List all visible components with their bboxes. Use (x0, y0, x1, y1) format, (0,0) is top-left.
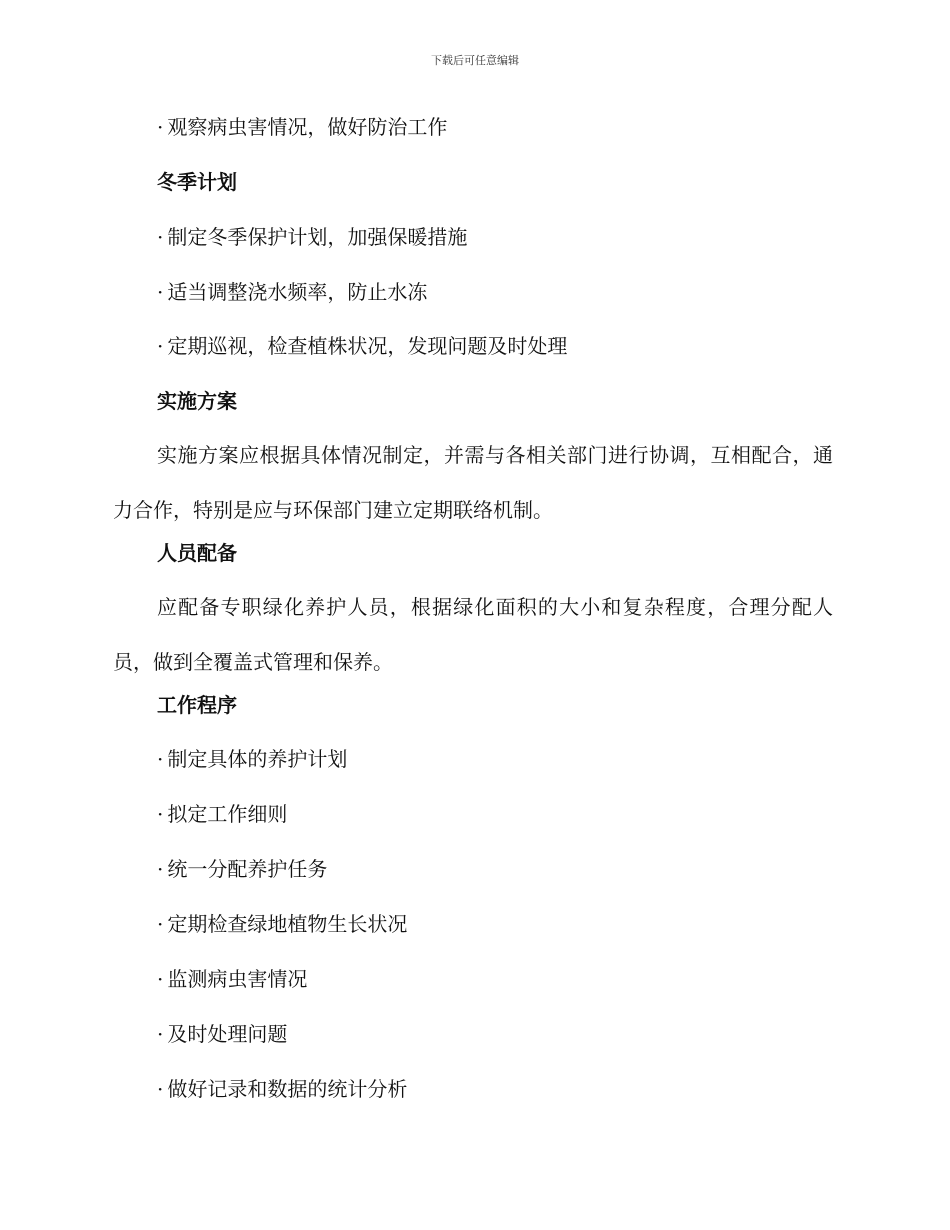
section-heading-winter: 冬季计划 (157, 170, 237, 194)
bullet-mark: · (157, 334, 164, 358)
list-item (157, 279, 427, 305)
page-header: 下载后可任意编辑 (431, 54, 519, 67)
bullet-mark: · (157, 967, 164, 991)
list-item-text: 定期巡视，检查植株状况，发现问题及时处理 (167, 334, 568, 358)
list-item-text: 监测病虫害情况 (167, 967, 308, 991)
list-item (157, 856, 327, 882)
list-item-text: 制定具体的养护计划 (167, 747, 348, 771)
bullet-mark: · (157, 857, 164, 881)
list-item-text: 制定冬季保护计划，加强保暖措施 (167, 225, 468, 249)
list-item (157, 746, 347, 772)
section-heading-procedure: 工作程序 (157, 693, 237, 717)
list-item-text: 观察病虫害情况，做好防治工作 (167, 115, 448, 139)
bullet-mark: · (157, 747, 164, 771)
bullet-mark: · (157, 225, 164, 249)
list-item-text: 做好记录和数据的统计分析 (167, 1077, 408, 1101)
list-item-text: 适当调整浇水频率，防止水冻 (167, 280, 428, 304)
bullet-mark: · (157, 280, 164, 304)
list-item (157, 1076, 407, 1102)
list-item (157, 966, 307, 992)
list-item-text: 及时处理问题 (167, 1022, 288, 1046)
list-item (157, 114, 447, 140)
list-item (157, 801, 287, 827)
section-heading-staffing: 人员配备 (157, 541, 237, 565)
list-item (157, 224, 467, 250)
bullet-mark: · (157, 802, 164, 826)
list-item-text: 拟定工作细则 (167, 802, 288, 826)
list-item (157, 911, 407, 937)
list-item (157, 1021, 287, 1047)
paragraph-staffing: 应配备专职绿化养护人员，根据绿化面积的大小和复杂程度，合理分配人员，做到全覆盖式管理和保养。 (113, 595, 833, 674)
section-heading-implementation: 实施方案 (157, 389, 237, 413)
list-item-text: 统一分配养护任务 (167, 857, 328, 881)
bullet-mark: · (157, 1022, 164, 1046)
paragraph-implementation: 实施方案应根据具体情况制定，并需与各相关部门进行协调，互相配合，通力合作，特别是应与环保部门建立定期联络机制。 (113, 443, 833, 522)
list-item (157, 333, 567, 359)
bullet-mark: · (157, 1077, 164, 1101)
bullet-mark: · (157, 912, 164, 936)
list-item-text: 定期检查绿地植物生长状况 (167, 912, 408, 936)
bullet-mark: · (157, 115, 164, 139)
